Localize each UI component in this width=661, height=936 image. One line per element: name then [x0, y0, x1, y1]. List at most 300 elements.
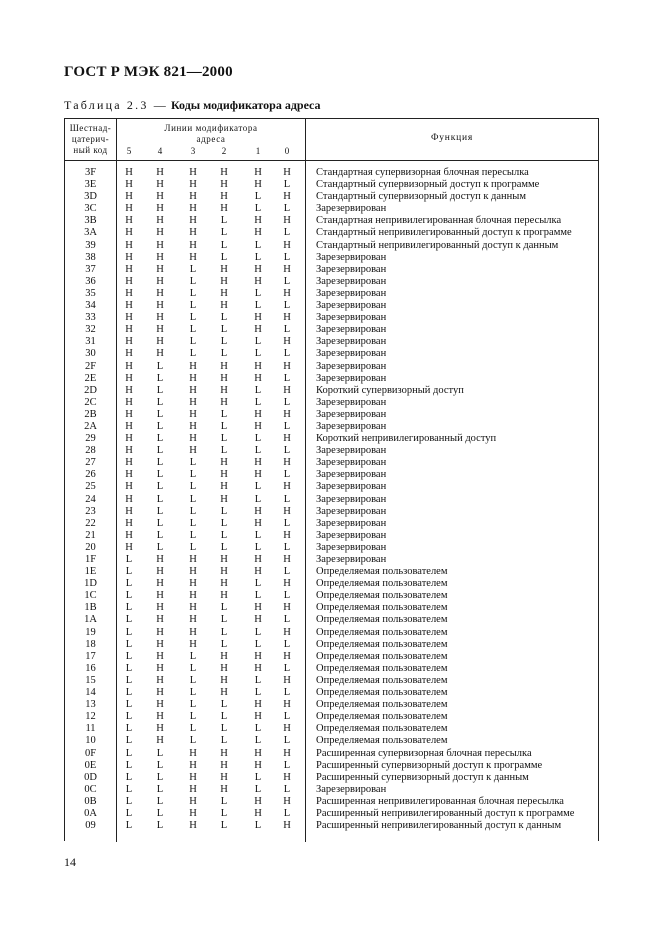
- bit-0-cell: L: [283, 251, 291, 263]
- hex-code-cell: 24: [85, 493, 96, 505]
- bit-0-cell: H: [283, 408, 291, 420]
- bit-4-cell: H: [156, 626, 164, 638]
- bit-5-cell: L: [125, 783, 133, 795]
- hex-code-cell: 36: [85, 275, 96, 287]
- bit-3-cell: H: [189, 396, 197, 408]
- bit-1-cell: L: [254, 348, 262, 360]
- hex-code-cell: 26: [85, 469, 96, 481]
- bit-1-cell: L: [254, 723, 262, 735]
- bit-0-cell: L: [283, 807, 291, 819]
- bit-5-cell: H: [125, 481, 133, 493]
- bit-4-cell: L: [156, 481, 164, 493]
- function-cell: Определяемая пользователем: [316, 590, 448, 602]
- bit-3-cell: H: [189, 638, 197, 650]
- hex-code-cell: 13: [85, 699, 96, 711]
- hex-code-cell: 39: [85, 239, 96, 251]
- bit-1-cell: L: [254, 529, 262, 541]
- table-row: [65, 227, 598, 239]
- bit-5-cell: L: [125, 711, 133, 723]
- bit-2-cell: L: [220, 638, 228, 650]
- bit-2-cell: H: [220, 300, 228, 312]
- bit-3-cell: L: [189, 674, 197, 686]
- hex-code-cell: 0A: [84, 807, 97, 819]
- bit-2-cell: H: [220, 167, 228, 178]
- bit-1-cell: L: [254, 626, 262, 638]
- table-row: [65, 796, 598, 808]
- hex-code-cell: 19: [85, 626, 96, 638]
- bit-3-cell: H: [189, 626, 197, 638]
- bit-4-cell: H: [156, 602, 164, 614]
- table-row: [65, 481, 598, 493]
- hex-code-cell: 2F: [84, 360, 97, 372]
- table-row: [65, 409, 598, 421]
- bit-1-cell: H: [254, 457, 262, 469]
- bit-5-cell: H: [125, 445, 133, 457]
- hex-code-cell: 3E: [84, 179, 97, 191]
- bit-0-cell: H: [283, 602, 291, 614]
- table-row: [65, 675, 598, 687]
- bit-2-cell: L: [220, 239, 228, 251]
- header-lines-line: адреса: [196, 134, 226, 144]
- bit-2-cell: H: [220, 360, 228, 372]
- bit-5-cell: H: [125, 457, 133, 469]
- hex-code-cell: 34: [85, 300, 96, 312]
- bit-3-cell: L: [189, 505, 197, 517]
- table-row: [65, 627, 598, 639]
- bit-4-cell: H: [156, 735, 164, 747]
- bit-0-cell: L: [283, 275, 291, 287]
- function-cell: Короткий супервизорный доступ: [316, 384, 464, 396]
- bit-1-cell: H: [254, 324, 262, 336]
- table-row: [65, 167, 598, 179]
- bit-2-cell: L: [220, 602, 228, 614]
- bit-1-cell: H: [254, 167, 262, 178]
- function-cell: Стандартный непривилегированный доступ к данным: [316, 239, 559, 251]
- table-row: [65, 276, 598, 288]
- bit-4-cell: L: [156, 759, 164, 771]
- bit-4-cell: H: [156, 711, 164, 723]
- table-row: [65, 361, 598, 373]
- bit-1-cell: L: [254, 578, 262, 590]
- bit-0-cell: H: [283, 699, 291, 711]
- table-row: [65, 215, 598, 227]
- hex-code-cell: 10: [85, 735, 96, 747]
- function-cell: Стандартная супервизорная блочная пересылка: [316, 167, 529, 178]
- bit-5-cell: H: [125, 408, 133, 420]
- table-caption-prefix: Таблица 2.3 —: [64, 98, 168, 112]
- function-cell: Определяемая пользователем: [316, 626, 448, 638]
- table-row: [65, 240, 598, 252]
- bit-5-cell: L: [125, 626, 133, 638]
- bit-2-cell: H: [220, 687, 228, 699]
- bit-1-cell: L: [254, 674, 262, 686]
- bit-5-cell: H: [125, 505, 133, 517]
- bit-3-cell: H: [189, 759, 197, 771]
- bit-0-cell: H: [283, 820, 291, 832]
- table-row: [65, 530, 598, 542]
- bit-0-cell: H: [283, 747, 291, 759]
- bit-0-cell: H: [283, 167, 291, 178]
- bit-4-cell: L: [156, 807, 164, 819]
- bit-4-cell: H: [156, 578, 164, 590]
- bit-3-cell: H: [189, 215, 197, 227]
- bit-0-cell: L: [283, 614, 291, 626]
- hex-code-cell: 21: [85, 529, 96, 541]
- bit-1-cell: H: [254, 614, 262, 626]
- bit-5-cell: L: [125, 747, 133, 759]
- bit-5-cell: H: [125, 360, 133, 372]
- bit-1-cell: H: [254, 263, 262, 275]
- bit-0-cell: H: [283, 215, 291, 227]
- table-row: [65, 433, 598, 445]
- hex-code-cell: 18: [85, 638, 96, 650]
- function-cell: Определяемая пользователем: [316, 723, 448, 735]
- table-header: [65, 119, 598, 161]
- function-cell: Расширенная супервизорная блочная пересылка: [316, 747, 532, 759]
- function-cell: Определяемая пользователем: [316, 674, 448, 686]
- table-row: [65, 772, 598, 784]
- bit-1-cell: L: [254, 445, 262, 457]
- table-row: [65, 518, 598, 530]
- bit-2-cell: H: [220, 493, 228, 505]
- bit-4-cell: H: [156, 614, 164, 626]
- bit-0-cell: H: [283, 529, 291, 541]
- function-cell: Стандартный непривилегированный доступ к программе: [316, 227, 572, 239]
- bit-3-cell: H: [189, 747, 197, 759]
- bit-2-cell: H: [220, 191, 228, 203]
- bit-4-cell: H: [156, 324, 164, 336]
- bit-3-cell: L: [189, 711, 197, 723]
- bit-2-cell: H: [220, 747, 228, 759]
- bit-0-cell: L: [283, 735, 291, 747]
- table-row: [65, 324, 598, 336]
- bit-1-cell: L: [254, 336, 262, 348]
- bit-0-cell: H: [283, 554, 291, 565]
- hex-code-cell: 0D: [84, 771, 97, 783]
- bit-3-cell: H: [189, 408, 197, 420]
- bit-5-cell: H: [125, 336, 133, 348]
- function-cell: Определяемая пользователем: [316, 566, 448, 578]
- header-hex-line: Шестнад-: [69, 123, 112, 133]
- bit-5-cell: H: [125, 251, 133, 263]
- bit-4-cell: H: [156, 300, 164, 312]
- bit-1-cell: H: [254, 566, 262, 578]
- bit-2-cell: L: [220, 711, 228, 723]
- bit-0-cell: H: [283, 384, 291, 396]
- bit-3-cell: H: [189, 820, 197, 832]
- bit-4-cell: H: [156, 687, 164, 699]
- table-row: [65, 385, 598, 397]
- bit-0-cell: L: [283, 590, 291, 602]
- bit-5-cell: H: [125, 517, 133, 529]
- function-cell: Зарезервирован: [316, 445, 387, 457]
- bit-2-cell: H: [220, 674, 228, 686]
- hex-code-cell: 30: [85, 348, 96, 360]
- bit-4-cell: L: [156, 795, 164, 807]
- bit-3-cell: L: [189, 469, 197, 481]
- bit-2-cell: L: [220, 723, 228, 735]
- hex-code-cell: 2D: [84, 384, 97, 396]
- bit-1-cell: L: [254, 735, 262, 747]
- bit-1-cell: H: [254, 662, 262, 674]
- bit-2-cell: L: [220, 541, 228, 553]
- function-cell: Зарезервирован: [316, 263, 387, 275]
- function-cell: Определяемая пользователем: [316, 711, 448, 723]
- function-cell: Зарезервирован: [316, 420, 387, 432]
- bit-3-cell: L: [189, 457, 197, 469]
- bit-5-cell: H: [125, 396, 133, 408]
- bit-5-cell: H: [125, 312, 133, 324]
- bit-1-cell: H: [254, 372, 262, 384]
- function-cell: Определяемая пользователем: [316, 699, 448, 711]
- table-body: [65, 167, 598, 832]
- bit-4-cell: L: [156, 408, 164, 420]
- bit-1-cell: H: [254, 227, 262, 239]
- function-cell: Стандартная непривилегированная блочная пересылка: [316, 215, 562, 227]
- page-number: 14: [64, 855, 76, 869]
- bit-3-cell: H: [189, 227, 197, 239]
- bit-5-cell: H: [125, 324, 133, 336]
- header-lines-line: Линии модификатора: [164, 123, 258, 133]
- bit-2-cell: H: [220, 566, 228, 578]
- bit-3-cell: L: [189, 517, 197, 529]
- function-cell: Расширенный непривилегированный доступ к данным: [316, 820, 562, 832]
- bit-3-cell: L: [189, 650, 197, 662]
- bit-3-cell: H: [189, 783, 197, 795]
- bit-3-cell: L: [189, 541, 197, 553]
- bit-4-cell: H: [156, 650, 164, 662]
- bit-2-cell: L: [220, 699, 228, 711]
- bit-1-cell: L: [254, 820, 262, 832]
- bit-2-cell: L: [220, 529, 228, 541]
- bit-3-cell: H: [189, 239, 197, 251]
- bit-2-cell: L: [220, 505, 228, 517]
- function-cell: Зарезервирован: [316, 360, 387, 372]
- bit-0-cell: L: [283, 517, 291, 529]
- function-cell: Стандартный супервизорный доступ к данным: [316, 191, 526, 203]
- bit-0-cell: H: [283, 433, 291, 445]
- bit-2-cell: H: [220, 554, 228, 565]
- bit-0-cell: H: [283, 578, 291, 590]
- bit-2-cell: L: [220, 251, 228, 263]
- bit-3-cell: H: [189, 554, 197, 565]
- bit-2-cell: H: [220, 275, 228, 287]
- bit-5-cell: H: [125, 167, 133, 178]
- header-bit-3: 3: [190, 146, 196, 156]
- bit-4-cell: H: [156, 179, 164, 191]
- bit-4-cell: H: [156, 191, 164, 203]
- bit-2-cell: L: [220, 348, 228, 360]
- bit-0-cell: H: [283, 795, 291, 807]
- function-cell: Зарезервирован: [316, 554, 387, 565]
- table-row: [65, 748, 598, 760]
- hex-code-cell: 0B: [84, 795, 97, 807]
- function-cell: Зарезервирован: [316, 469, 387, 481]
- table-row: [65, 252, 598, 264]
- bit-5-cell: H: [125, 372, 133, 384]
- bit-0-cell: H: [283, 287, 291, 299]
- hex-code-cell: 2A: [84, 420, 97, 432]
- bit-5-cell: H: [125, 469, 133, 481]
- bit-2-cell: L: [220, 215, 228, 227]
- hex-code-cell: 23: [85, 505, 96, 517]
- bit-0-cell: H: [283, 650, 291, 662]
- header-bit-5: 5: [126, 146, 132, 156]
- bit-3-cell: H: [189, 167, 197, 178]
- bit-4-cell: L: [156, 384, 164, 396]
- bit-4-cell: H: [156, 203, 164, 215]
- table-row: [65, 336, 598, 348]
- bit-2-cell: H: [220, 759, 228, 771]
- bit-1-cell: L: [254, 239, 262, 251]
- bit-2-cell: H: [220, 469, 228, 481]
- bit-1-cell: H: [254, 420, 262, 432]
- bit-3-cell: H: [189, 420, 197, 432]
- hex-code-cell: 12: [85, 711, 96, 723]
- bit-2-cell: H: [220, 650, 228, 662]
- bit-4-cell: L: [156, 433, 164, 445]
- bit-4-cell: H: [156, 348, 164, 360]
- bit-2-cell: H: [220, 263, 228, 275]
- bit-4-cell: H: [156, 674, 164, 686]
- bit-2-cell: L: [220, 227, 228, 239]
- bit-0-cell: L: [283, 638, 291, 650]
- bit-2-cell: L: [220, 517, 228, 529]
- bit-4-cell: L: [156, 396, 164, 408]
- bit-4-cell: H: [156, 336, 164, 348]
- bit-4-cell: H: [156, 312, 164, 324]
- bit-0-cell: H: [283, 481, 291, 493]
- function-cell: Определяемая пользователем: [316, 650, 448, 662]
- hex-code-cell: 29: [85, 433, 96, 445]
- bit-5-cell: H: [125, 287, 133, 299]
- bit-5-cell: H: [125, 433, 133, 445]
- hex-code-cell: 2B: [84, 408, 97, 420]
- bit-3-cell: L: [189, 324, 197, 336]
- bit-0-cell: H: [283, 239, 291, 251]
- bit-0-cell: L: [283, 179, 291, 191]
- bit-3-cell: L: [189, 336, 197, 348]
- header-hex-line: ный код: [73, 145, 108, 155]
- bit-3-cell: H: [189, 590, 197, 602]
- table-row: [65, 457, 598, 469]
- table-row: [65, 760, 598, 772]
- function-cell: Зарезервирован: [316, 396, 387, 408]
- function-cell: Зарезервирован: [316, 783, 387, 795]
- bit-3-cell: H: [189, 566, 197, 578]
- hex-code-cell: 38: [85, 251, 96, 263]
- bit-1-cell: H: [254, 517, 262, 529]
- bit-2-cell: L: [220, 795, 228, 807]
- function-cell: Зарезервирован: [316, 287, 387, 299]
- function-cell: Зарезервирован: [316, 324, 387, 336]
- hex-code-cell: 0C: [84, 783, 97, 795]
- header-hex-line: цатерич-: [71, 134, 110, 144]
- bit-0-cell: L: [283, 348, 291, 360]
- bit-2-cell: H: [220, 457, 228, 469]
- hex-code-cell: 11: [85, 723, 96, 735]
- bit-1-cell: L: [254, 384, 262, 396]
- bit-0-cell: L: [283, 711, 291, 723]
- bit-2-cell: L: [220, 807, 228, 819]
- bit-3-cell: L: [189, 662, 197, 674]
- bit-5-cell: L: [125, 771, 133, 783]
- bit-1-cell: L: [254, 433, 262, 445]
- bit-5-cell: L: [125, 590, 133, 602]
- bit-5-cell: H: [125, 179, 133, 191]
- table-row: [65, 542, 598, 554]
- bit-3-cell: L: [189, 348, 197, 360]
- bit-4-cell: H: [156, 638, 164, 650]
- function-cell: Расширенный супервизорный доступ к данным: [316, 771, 529, 783]
- hex-code-cell: 16: [85, 662, 96, 674]
- bit-5-cell: H: [125, 420, 133, 432]
- bit-1-cell: L: [254, 191, 262, 203]
- bit-2-cell: L: [220, 312, 228, 324]
- bit-3-cell: H: [189, 360, 197, 372]
- table-row: [65, 554, 598, 566]
- bit-4-cell: L: [156, 541, 164, 553]
- table-row: [65, 651, 598, 663]
- function-cell: Определяемая пользователем: [316, 735, 448, 747]
- bit-1-cell: H: [254, 554, 262, 565]
- function-cell: Определяемая пользователем: [316, 614, 448, 626]
- bit-2-cell: L: [220, 433, 228, 445]
- bit-5-cell: L: [125, 795, 133, 807]
- hex-code-cell: 3A: [84, 227, 97, 239]
- bit-1-cell: L: [254, 396, 262, 408]
- hex-code-cell: 3F: [84, 167, 97, 178]
- bit-4-cell: H: [156, 227, 164, 239]
- header-function: Функция: [430, 133, 474, 143]
- hex-code-cell: 2E: [84, 372, 97, 384]
- bit-1-cell: L: [254, 300, 262, 312]
- table-row: [65, 723, 598, 735]
- hex-code-cell: 37: [85, 263, 96, 275]
- table-row: [65, 639, 598, 651]
- bit-4-cell: L: [156, 360, 164, 372]
- bit-2-cell: H: [220, 783, 228, 795]
- table-row: [65, 699, 598, 711]
- hex-code-cell: 2C: [84, 396, 97, 408]
- bit-1-cell: H: [254, 650, 262, 662]
- hex-code-cell: 17: [85, 650, 96, 662]
- bit-0-cell: H: [283, 360, 291, 372]
- header-bit-2: 2: [221, 146, 227, 156]
- table-row: [65, 602, 598, 614]
- bit-3-cell: H: [189, 203, 197, 215]
- bit-1-cell: H: [254, 469, 262, 481]
- bit-2-cell: L: [220, 420, 228, 432]
- bit-3-cell: L: [189, 699, 197, 711]
- bit-1-cell: L: [254, 771, 262, 783]
- bit-3-cell: H: [189, 179, 197, 191]
- hex-code-cell: 1C: [84, 590, 97, 602]
- bit-5-cell: L: [125, 723, 133, 735]
- bit-0-cell: H: [283, 457, 291, 469]
- hex-code-cell: 1A: [84, 614, 97, 626]
- bit-0-cell: L: [283, 227, 291, 239]
- bit-5-cell: L: [125, 662, 133, 674]
- table-caption-title: Коды модификатора адреса: [170, 98, 321, 112]
- bit-5-cell: H: [125, 384, 133, 396]
- bit-0-cell: H: [283, 626, 291, 638]
- bit-4-cell: L: [156, 457, 164, 469]
- header-bit-4: 4: [157, 146, 163, 156]
- bit-0-cell: H: [283, 505, 291, 517]
- function-cell: Стандартный супервизорный доступ к программе: [316, 179, 540, 191]
- bit-3-cell: L: [189, 312, 197, 324]
